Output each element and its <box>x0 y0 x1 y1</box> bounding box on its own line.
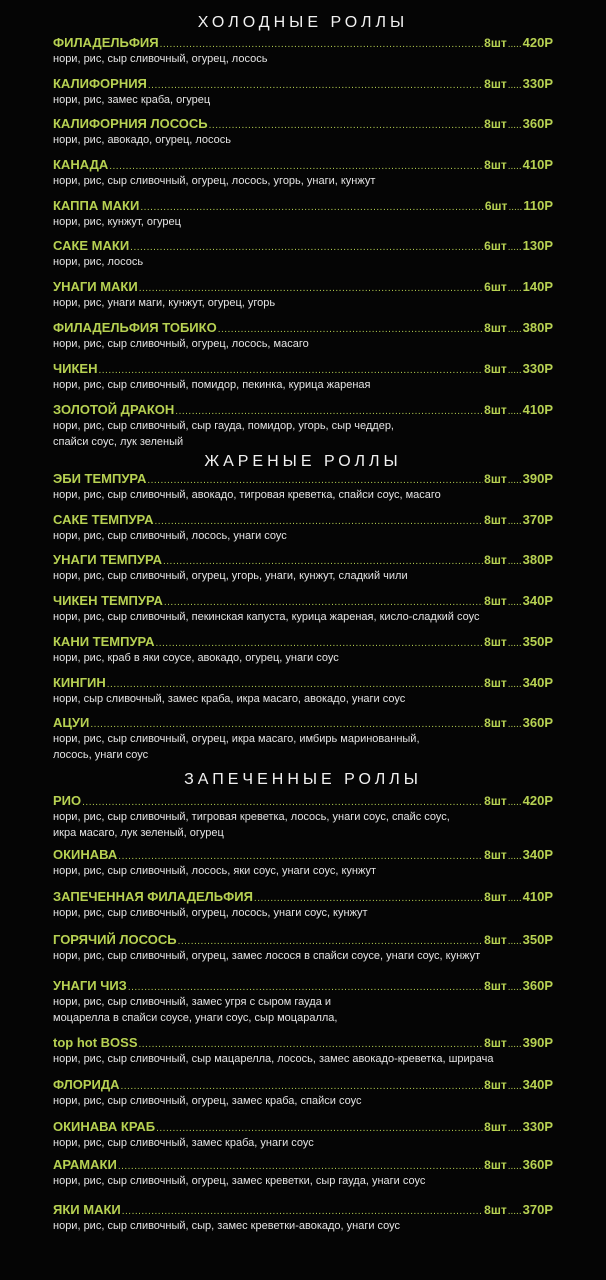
section-title-baked-rolls: ЗАПЕЧЕННЫЕ РОЛЛЫ <box>184 771 422 788</box>
menu-item: ЭБИ ТЕМПУРА ..... 8шт ..... 390Р нори, рис, сыр сливочный, авокадо, тигровая креветка, спайси соус, масаго <box>53 471 553 503</box>
menu-item: ФИЛАДЕЛЬФИЯ ..... 8шт ..... 420Р нори, рис, сыр сливочный, огурец, лосось <box>53 35 553 67</box>
item-qty: 8шт <box>484 794 507 808</box>
item-name: САКЕ ТЕМПУРА <box>53 512 154 527</box>
item-name: УНАГИ МАКИ <box>53 279 138 294</box>
item-description: нори, рис, сыр сливочный, замес угря с сыром гауда и <box>53 996 332 1008</box>
item-qty: 8шт <box>484 635 507 649</box>
item-description: нори, рис, унаги маги, кунжут, огурец, угорь <box>53 297 276 309</box>
item-price: 410Р <box>522 157 553 172</box>
item-qty: 8шт <box>484 36 507 50</box>
item-qty: 8шт <box>484 933 507 947</box>
item-description-line-2: лосось, унаги соус <box>53 749 149 761</box>
item-name: УНАГИ ТЕМПУРА <box>53 552 162 567</box>
item-name: КАЛИФОРНИЯ <box>53 76 147 91</box>
menu-item: УНАГИ ЧИЗ ..... 8шт ..... 360Р нори, рис, сыр сливочный, замес угря с сыром гауда и моцарелла в спайси соусе, унаги соус, сыр моцаралла, <box>53 978 553 1026</box>
item-price: 360Р <box>522 978 553 993</box>
item-qty: 8шт <box>484 513 507 527</box>
item-price: 350Р <box>522 634 553 649</box>
menu-item: ОКИНАВА КРАБ ..... 8шт ..... 330Р нори, рис, сыр сливочный, замес краба, унаги соус <box>53 1119 553 1151</box>
item-name: КАНАДА <box>53 157 109 172</box>
item-price: 330Р <box>522 76 553 91</box>
section-title-fried-rolls: ЖАРЕНЫЕ РОЛЛЫ <box>204 453 402 470</box>
item-description: нори, рис, сыр сливочный, помидор, пекинка, курица жареная <box>53 379 371 391</box>
item-name: ФИЛАДЕЛЬФИЯ <box>53 35 159 50</box>
item-description: нори, рис, лосось <box>53 256 144 268</box>
item-description-line-2: спайси соус, лук зеленый <box>53 436 184 448</box>
menu-item: КАНИ ТЕМПУРА ..... 8шт ..... 350Р нори, рис, краб в яки соусе, авокадо, огурец, унаги соус <box>53 634 553 666</box>
section-title-cold-rolls: ХОЛОДНЫЕ РОЛЛЫ <box>197 14 409 31</box>
item-qty: 8шт <box>484 890 507 904</box>
item-qty: 6шт <box>484 239 507 253</box>
menu-item: САКЕ МАКИ ..... 6шт ..... 130Р нори, рис, лосось <box>53 238 553 270</box>
item-price: 130Р <box>522 238 553 253</box>
menu-item: ЧИКЕН ТЕМПУРА ..... 8шт ..... 340Р нори, рис, сыр сливочный, пекинская капуста, курица жареная, кисло-сладкий соус <box>53 593 553 625</box>
item-qty: 8шт <box>484 117 507 131</box>
item-price: 360Р <box>522 116 553 131</box>
item-qty: 8шт <box>484 979 507 993</box>
item-qty: 8шт <box>484 676 507 690</box>
item-qty: 8шт <box>484 594 507 608</box>
item-description: нори, рис, сыр сливочный, огурец, замес креветки, сыр гауда, унаги соус <box>53 1175 426 1187</box>
item-description: нори, рис, сыр сливочный, сыр гауда, помидор, угорь, сыр чеддер, <box>53 420 394 432</box>
menu-item: АЦУИ ..... 8шт ..... 360Р нори, рис, сыр сливочный, огурец, икра масаго, имбирь маринованный, лосось, унаги соус <box>53 715 553 763</box>
item-description: нори, рис, сыр сливочный, замес краба, унаги соус <box>53 1137 314 1149</box>
item-price: 360Р <box>522 715 553 730</box>
item-price: 420Р <box>522 793 553 808</box>
item-description: нори, рис, сыр сливочный, пекинская капуста, курица жареная, кисло-сладкий соус <box>53 611 480 623</box>
item-description: нори, рис, сыр сливочный, лосось, унаги соус <box>53 530 287 542</box>
item-description: нори, рис, авокадо, огурец, лосось <box>53 134 232 146</box>
item-name: ЧИКЕН <box>53 361 98 376</box>
item-qty: 8шт <box>484 1078 507 1092</box>
item-name: АРАМАКИ <box>53 1157 117 1172</box>
item-price: 110Р <box>523 198 553 213</box>
item-qty: 8шт <box>484 472 507 486</box>
item-qty: 8шт <box>484 553 507 567</box>
menu-item: КАЛИФОРНИЯ ЛОСОСЬ ..... 8шт ..... 360Р нори, рис, авокадо, огурец, лосось <box>53 116 553 148</box>
item-price: 140Р <box>522 279 553 294</box>
menu-item: ЗАПЕЧЕННАЯ ФИЛАДЕЛЬФИЯ ..... 8шт ..... 410Р нори, рис, сыр сливочный, огурец, лосось, унаги соус, кунжут <box>53 889 553 921</box>
item-description: нори, рис, сыр сливочный, лосось, яки соус, унаги соус, кунжут <box>53 865 377 877</box>
item-price: 390Р <box>522 1035 553 1050</box>
menu-item: top hot BOSS ..... 8шт ..... 390Р нори, рис, сыр сливочный, сыр мацарелла, лосось, замес авокадо-креветка, шрирача <box>53 1035 553 1067</box>
item-qty: 8шт <box>484 403 507 417</box>
menu-item: УНАГИ МАКИ ..... 6шт ..... 140Р нори, рис, унаги маги, кунжут, огурец, угорь <box>53 279 553 311</box>
menu-item: САКЕ ТЕМПУРА ..... 8шт ..... 370Р нори, рис, сыр сливочный, лосось, унаги соус <box>53 512 553 544</box>
menu-item: КИНГИН ..... 8шт ..... 340Р нори, сыр сливочный, замес краба, икра масаго, авокадо, унаги соус <box>53 675 553 707</box>
item-name: ЭБИ ТЕМПУРА <box>53 471 147 486</box>
item-description: нори, рис, сыр сливочный, сыр мацарелла, лосось, замес авокадо-креветка, шрирача <box>53 1053 494 1065</box>
item-price: 420Р <box>522 35 553 50</box>
item-description-line-2: икра масаго, лук зеленый, огурец <box>53 827 224 839</box>
menu-item: КАППА МАКИ ..... 6шт ..... 110Р нори, рис, кунжут, огурец <box>53 198 553 230</box>
item-qty: 8шт <box>484 77 507 91</box>
item-qty: 8шт <box>484 321 507 335</box>
item-price: 410Р <box>522 889 553 904</box>
item-qty: 8шт <box>484 362 507 376</box>
item-qty: 8шт <box>484 1203 507 1217</box>
item-qty: 8шт <box>484 1158 507 1172</box>
item-qty: 8шт <box>484 1036 507 1050</box>
item-description: нори, рис, сыр сливочный, огурец, лосось, угорь, унаги, кунжут <box>53 175 376 187</box>
item-name: ЯКИ МАКИ <box>53 1202 121 1217</box>
item-name: КАЛИФОРНИЯ ЛОСОСЬ <box>53 116 208 131</box>
item-qty: 8шт <box>484 1120 507 1134</box>
menu-item: АРАМАКИ ..... 8шт ..... 360Р нори, рис, сыр сливочный, огурец, замес креветки, сыр гауда, унаги соус <box>53 1157 553 1189</box>
item-price: 340Р <box>522 1077 553 1092</box>
item-description: нори, рис, краб в яки соусе, авокадо, огурец, унаги соус <box>53 652 339 664</box>
item-price: 340Р <box>522 593 553 608</box>
item-description: нори, сыр сливочный, замес краба, икра масаго, авокадо, унаги соус <box>53 693 406 705</box>
menu-item: ЧИКЕН ..... 8шт ..... 330Р нори, рис, сыр сливочный, помидор, пекинка, курица жареная <box>53 361 553 393</box>
item-price: 370Р <box>522 1202 553 1217</box>
item-price: 380Р <box>522 320 553 335</box>
item-qty: 6шт <box>484 280 507 294</box>
item-price: 380Р <box>522 552 553 567</box>
item-description: нори, рис, сыр сливочный, огурец, лосось, масаго <box>53 338 309 350</box>
item-name: ОКИНАВА <box>53 847 118 862</box>
item-name: ЗАПЕЧЕННАЯ ФИЛАДЕЛЬФИЯ <box>53 889 253 904</box>
item-description: нори, рис, сыр сливочный, сыр, замес креветки-авокадо, унаги соус <box>53 1220 401 1232</box>
item-name: ФЛОРИДА <box>53 1077 120 1092</box>
item-description: нори, рис, замес краба, огурец <box>53 94 211 106</box>
menu-item: ОКИНАВА ..... 8шт ..... 340Р нори, рис, сыр сливочный, лосось, яки соус, унаги соус, кунжут <box>53 847 553 879</box>
item-description: нори, рис, сыр сливочный, огурец, икра масаго, имбирь маринованный, <box>53 733 420 745</box>
menu-item: КАНАДА ..... 8шт ..... 410Р нори, рис, сыр сливочный, огурец, лосось, угорь, унаги, кунжут <box>53 157 553 189</box>
item-name: ГОРЯЧИЙ ЛОСОСЬ <box>53 932 177 947</box>
item-qty: 6шт <box>484 199 508 213</box>
item-name: ЗОЛОТОЙ ДРАКОН <box>53 402 175 417</box>
item-name: УНАГИ ЧИЗ <box>53 978 127 993</box>
item-name: ОКИНАВА КРАБ <box>53 1119 156 1134</box>
item-price: 360Р <box>522 1157 553 1172</box>
item-description: нори, рис, сыр сливочный, тигровая креветка, лосось, унаги соус, спайс соус, <box>53 811 450 823</box>
item-name: САКЕ МАКИ <box>53 238 130 253</box>
item-description: нори, рис, сыр сливочный, огурец, угорь, унаги, кунжут, сладкий чили <box>53 570 408 582</box>
item-name: АЦУИ <box>53 715 90 730</box>
item-price: 330Р <box>522 361 553 376</box>
item-price: 350Р <box>522 932 553 947</box>
item-description: нори, рис, сыр сливочный, огурец, лосось <box>53 53 268 65</box>
item-price: 330Р <box>522 1119 553 1134</box>
menu-item: ГОРЯЧИЙ ЛОСОСЬ ..... 8шт ..... 350Р нори, рис, сыр сливочный, огурец, замес лосося в спайси соусе, унаги соус, кунжут <box>53 932 553 964</box>
menu-item: ФЛОРИДА ..... 8шт ..... 340Р нори, рис, сыр сливочный, огурец, замес краба, спайси соус <box>53 1077 553 1109</box>
item-name: ФИЛАДЕЛЬФИЯ ТОБИКО <box>53 320 217 335</box>
item-description: нори, рис, сыр сливочный, огурец, замес лосося в спайси соусе, унаги соус, кунжут <box>53 950 481 962</box>
item-price: 370Р <box>522 512 553 527</box>
item-name: top hot BOSS <box>53 1035 138 1050</box>
item-name: РИО <box>53 793 82 808</box>
item-qty: 8шт <box>484 158 507 172</box>
item-price: 340Р <box>522 847 553 862</box>
menu-item: КАЛИФОРНИЯ ..... 8шт ..... 330Р нори, рис, замес краба, огурец <box>53 76 553 108</box>
item-price: 390Р <box>522 471 553 486</box>
item-qty: 8шт <box>484 848 507 862</box>
item-price: 410Р <box>522 402 553 417</box>
item-name: КАНИ ТЕМПУРА <box>53 634 155 649</box>
menu-item: ФИЛАДЕЛЬФИЯ ТОБИКО ..... 8шт ..... 380Р нори, рис, сыр сливочный, огурец, лосось, масаго <box>53 320 553 352</box>
item-name: КИНГИН <box>53 675 106 690</box>
item-name: КАППА МАКИ <box>53 198 140 213</box>
item-price: 340Р <box>522 675 553 690</box>
menu-item: ЗОЛОТОЙ ДРАКОН ..... 8шт ..... 410Р нори, рис, сыр сливочный, сыр гауда, помидор, угорь, сыр чеддер, спайси соус, лук зеленый <box>53 402 553 450</box>
item-qty: 8шт <box>484 716 507 730</box>
item-description: нори, рис, сыр сливочный, авокадо, тигровая креветка, спайси соус, масаго <box>53 489 441 501</box>
item-name: ЧИКЕН ТЕМПУРА <box>53 593 163 608</box>
item-description: нори, рис, сыр сливочный, огурец, лосось, унаги соус, кунжут <box>53 907 368 919</box>
item-description: нори, рис, сыр сливочный, огурец, замес краба, спайси соус <box>53 1095 362 1107</box>
item-description-line-2: моцарелла в спайси соусе, унаги соус, сыр моцаралла, <box>53 1012 338 1024</box>
menu-item: УНАГИ ТЕМПУРА ..... 8шт ..... 380Р нори, рис, сыр сливочный, огурец, угорь, унаги, кунжут, сладкий чили <box>53 552 553 584</box>
menu-item: ЯКИ МАКИ ..... 8шт ..... 370Р нори, рис, сыр сливочный, сыр, замес креветки-авокадо, унаги соус <box>53 1202 553 1234</box>
menu-item: РИО ..... 8шт ..... 420Р нори, рис, сыр сливочный, тигровая креветка, лосось, унаги соус, спайс соус, икра масаго, лук зеленый, огурец <box>53 793 553 841</box>
item-description: нори, рис, кунжут, огурец <box>53 216 181 228</box>
